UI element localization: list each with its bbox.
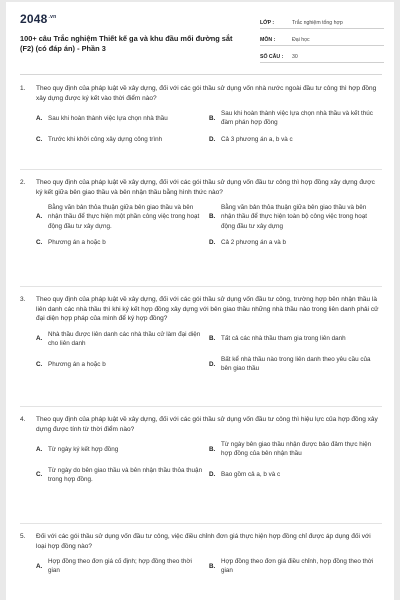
option-letter: C. <box>36 135 43 143</box>
option-a[interactable] <box>36 109 209 127</box>
question-5 <box>20 532 382 583</box>
document-header <box>20 12 382 70</box>
option-b[interactable] <box>209 330 382 348</box>
option-letter: B. <box>209 335 216 343</box>
answer-options <box>36 440 382 484</box>
option-text: Hợp đồng theo đơn giá điều chỉnh, hợp đồng theo thời gian <box>221 558 374 575</box>
meta-row-count <box>260 48 384 63</box>
option-letter: B. <box>209 445 216 453</box>
question-1 <box>20 84 382 151</box>
option-text: Sau khi hoàn thành việc lựa chọn nhà thầu <box>48 114 168 122</box>
option-d[interactable] <box>209 355 382 373</box>
question-text: Theo quy định của pháp luật về xây dựng, đối với các gói thầu sử dụng vốn đầu tư công thì hợp đồng xây dựng được ký kết giữa bên giao thầu và bên nhận thầu bằng hình thức nào? <box>36 179 375 196</box>
option-letter: A. <box>36 445 43 453</box>
answer-options <box>36 109 382 144</box>
option-letter: C. <box>36 471 43 479</box>
option-letter: C. <box>36 238 43 246</box>
option-c[interactable] <box>36 135 209 144</box>
option-letter: C. <box>36 360 43 368</box>
option-c[interactable] <box>36 355 209 373</box>
meta-value: Trắc nghiệm tổng hợp <box>292 20 343 26</box>
option-letter: A. <box>36 335 43 343</box>
header-divider <box>20 74 382 75</box>
answer-options <box>36 557 382 575</box>
question-stem <box>20 84 382 103</box>
question-stem <box>20 532 382 551</box>
option-text: Cả 3 phương án a, b và c <box>221 135 293 143</box>
meta-row-class <box>260 14 384 29</box>
option-b[interactable] <box>209 440 382 458</box>
answer-options <box>36 203 382 247</box>
option-d[interactable] <box>209 135 382 144</box>
question-divider <box>20 286 382 287</box>
question-number: 3. <box>20 296 26 303</box>
option-a[interactable] <box>36 330 209 348</box>
document-page <box>6 2 394 600</box>
option-letter: D. <box>209 135 216 143</box>
option-d[interactable] <box>209 238 382 247</box>
option-c[interactable] <box>36 238 209 247</box>
site-logo[interactable] <box>20 12 56 26</box>
document-title: 100+ câu Trắc nghiệm Thiết kế ga và khu đầu mối đường sắt (F2) (có đáp án) - Phần 3 <box>20 34 233 53</box>
question-number: 1. <box>20 85 26 92</box>
question-2 <box>20 178 382 254</box>
question-text: Đối với các gói thầu sử dụng vốn đầu tư công, việc điều chỉnh đơn giá thực hiện hợp đồng chỉ được áp dụng đối với loại hợp đồng nào? <box>36 533 371 550</box>
option-text: Phương án a hoặc b <box>48 238 106 246</box>
option-text: Cả 2 phương án a và b <box>221 238 287 246</box>
option-text: Bao gồm cả a, b và c <box>221 471 281 479</box>
question-stem <box>20 295 382 324</box>
question-divider <box>20 406 382 407</box>
option-text: Sau khi hoàn thành việc lựa chọn nhà thầu và kết thúc đàm phán hợp đồng <box>221 110 373 127</box>
option-text: Bằng văn bản thỏa thuận giữa bên giao thầu và bên nhận thầu để thực hiện một phần công việc trong hoạt động đầu tư xây dựng. <box>48 204 200 230</box>
question-stem <box>20 415 382 434</box>
option-b[interactable] <box>209 203 382 231</box>
option-text: Bất kể nhà thầu nào trong liên danh theo yêu cầu của bên giao thầu <box>221 356 371 373</box>
option-a[interactable] <box>36 557 209 575</box>
meta-table <box>260 14 384 65</box>
question-text: Theo quy định của pháp luật về xây dựng, đối với các gói thầu sử dụng vốn đầu tư công, trường hợp bên nhận thầu là liên danh các nhà thầu thì khi ký kết hợp đồng xây dựng với bên giao thầu những nhà thầu nào trong liên danh phải cử đại diện hợp pháp của mình để ký hợp đồng? <box>36 296 379 323</box>
option-text: Bằng văn bản thỏa thuận giữa bên giao thầu và bên nhận thầu để thực hiện toàn bộ công việc trong hoạt động đầu tư xây dựng <box>221 204 368 230</box>
option-text: Từ ngày do bên giao thầu và bên nhận thầu thỏa thuận trong hợp đồng. <box>48 466 203 483</box>
meta-value: 30 <box>292 54 298 60</box>
question-divider <box>20 169 382 170</box>
option-text: Từ ngày ký kết hợp đồng <box>48 445 119 453</box>
option-letter: A. <box>36 213 43 221</box>
option-a[interactable] <box>36 203 209 231</box>
option-text: Nhà thầu được liên danh các nhà thầu cử làm đại diện cho liên danh <box>48 330 201 347</box>
question-3 <box>20 295 382 381</box>
question-text: Theo quy định của pháp luật về xây dựng, đối với các gói thầu sử dụng vốn nhà nước ngoài đầu tư công thì hợp đồng xây dựng được ký kết vào thời điểm nào? <box>36 85 377 102</box>
option-c[interactable] <box>36 466 209 484</box>
question-number: 5. <box>20 533 26 540</box>
option-text: Từ ngày bên giao thầu nhận được bảo đảm thực hiện hợp đồng của bên nhận thầu <box>221 441 372 458</box>
question-divider <box>20 523 382 524</box>
option-letter: A. <box>36 562 43 570</box>
option-letter: B. <box>209 562 216 570</box>
option-b[interactable] <box>209 557 382 575</box>
question-text: Theo quy định của pháp luật về xây dựng, đối với các gói thầu sử dụng vốn đầu tư công thì hiệu lực của hợp đồng xây dựng được tính từ thời điểm nào? <box>36 416 378 433</box>
question-stem <box>20 178 382 197</box>
meta-value: Đại học <box>292 37 310 43</box>
option-d[interactable] <box>209 466 382 484</box>
meta-row-subject <box>260 31 384 46</box>
question-number: 2. <box>20 179 26 186</box>
option-a[interactable] <box>36 440 209 458</box>
meta-label: MÔN : <box>260 37 276 43</box>
option-b[interactable] <box>209 109 382 127</box>
meta-label: SỐ CÂU : <box>260 54 284 60</box>
option-letter: D. <box>209 471 216 479</box>
logo-text: 2048 <box>20 12 48 26</box>
option-text: Tất cả các nhà thầu tham gia trong liên danh <box>221 335 346 343</box>
option-letter: A. <box>36 114 43 122</box>
option-text: Trước khi khởi công xây dựng công trình <box>48 135 163 143</box>
option-text: Phương án a hoặc b <box>48 360 106 368</box>
answer-options <box>36 330 382 374</box>
option-letter: B. <box>209 114 216 122</box>
question-4 <box>20 415 382 491</box>
logo-domain: .vn <box>48 14 57 20</box>
question-number: 4. <box>20 416 26 423</box>
option-letter: D. <box>209 360 216 368</box>
option-letter: B. <box>209 213 216 221</box>
option-text: Hợp đồng theo đơn giá cố định; hợp đồng theo thời gian <box>48 558 192 575</box>
option-letter: D. <box>209 238 216 246</box>
meta-label: LỚP : <box>260 20 275 26</box>
